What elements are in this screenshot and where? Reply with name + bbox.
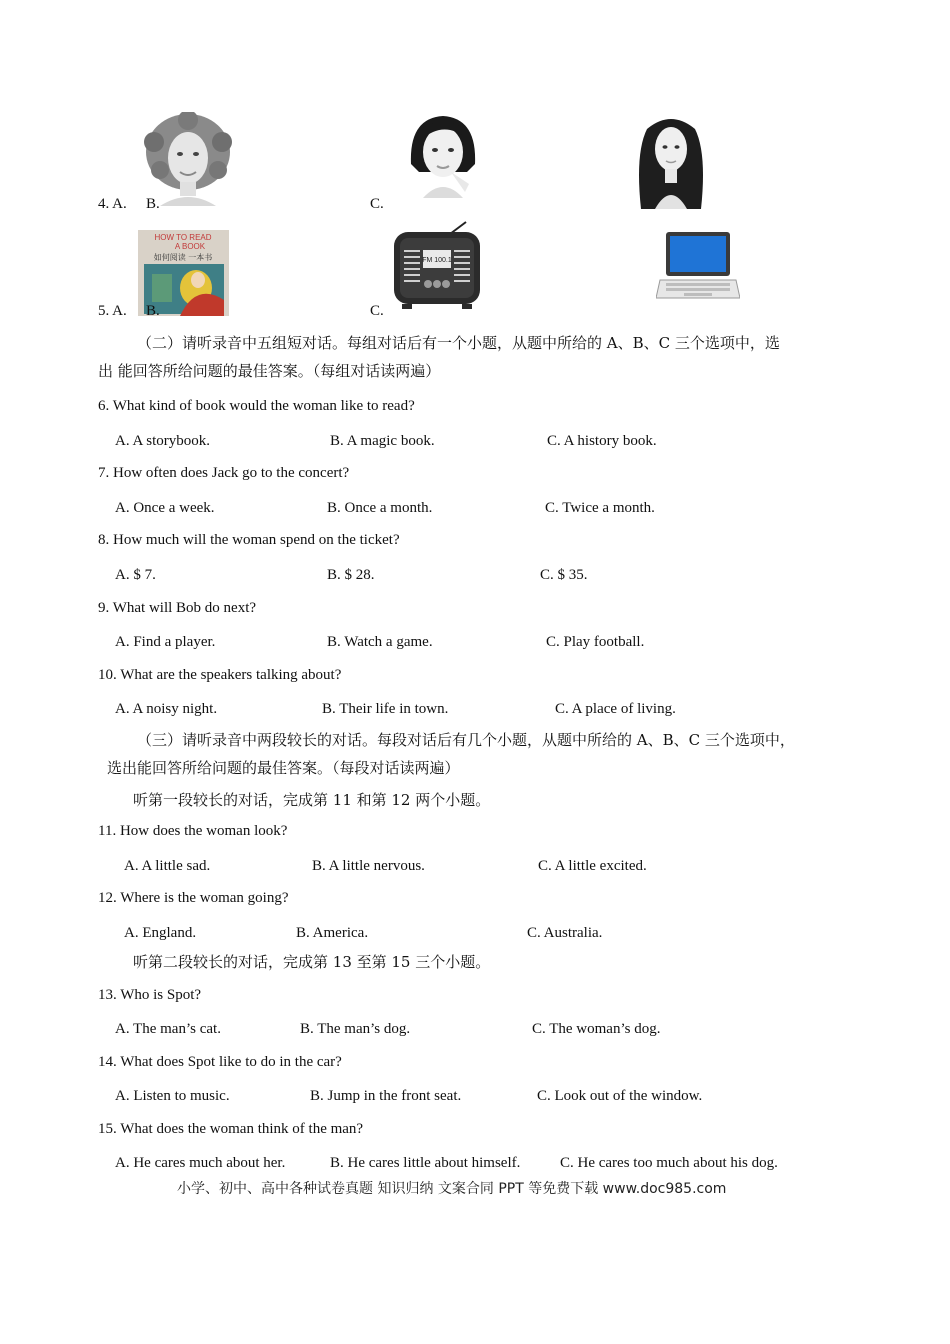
- question-9-option-b: B. Watch a game.: [327, 634, 433, 650]
- radio-display-text: FM 100.1: [422, 257, 452, 264]
- book-cover-title-line3: 如何阅读 一本书: [153, 253, 213, 262]
- dialogue-2-intro: 听第二段较长的对话，完成第 13 至第 15 三个小题。: [133, 953, 491, 971]
- question-7-option-b: B. Once a month.: [327, 500, 433, 516]
- question-9: 9. What will Bob do next?: [98, 600, 257, 616]
- laptop-image: [656, 230, 740, 302]
- question-14-option-c: C. Look out of the window.: [537, 1088, 703, 1104]
- question-6: 6. What kind of book would the woman like to read?: [98, 398, 415, 414]
- question-5-option-c: C.: [370, 303, 384, 319]
- question-8: 8. How much will the woman spend on the ticket?: [98, 532, 400, 548]
- question-4-label: 4. A.: [98, 196, 127, 212]
- section-2-instruction-line-1: （二）请听录音中五组短对话。每组对话后有一个小题，从题中所给的 A、B、C 三个选项中，选: [137, 334, 780, 352]
- question-15-option-b: B. He cares little about himself.: [330, 1155, 521, 1171]
- question-9-option-c: C. Play football.: [546, 634, 645, 650]
- section-3-instruction-line-1: （三）请听录音中两段较长的对话。每段对话后有几个小题，从题中所给的 A、B、C 三个选项中，: [137, 731, 795, 749]
- question-10-option-a: A. A noisy night.: [115, 701, 218, 717]
- question-12-option-b: B. America.: [296, 925, 369, 941]
- question-5-label: 5. A.: [98, 303, 127, 319]
- question-10-option-b: B. Their life in town.: [322, 701, 449, 717]
- section-2-instruction-line-2: 出 能回答所给问题的最佳答案。（每组对话读两遍）: [98, 362, 441, 380]
- question-8-option-c: C. $ 35.: [540, 567, 588, 583]
- book-cover-title-line2: A BOOK: [174, 242, 206, 251]
- question-6-option-b: B. A magic book.: [330, 433, 435, 449]
- question-11-option-a: A. A little sad.: [124, 858, 211, 874]
- question-15: 15. What does the woman think of the man?: [98, 1121, 364, 1137]
- question-7-option-a: A. Once a week.: [115, 500, 215, 516]
- question-12-option-c: C. Australia.: [527, 925, 603, 941]
- radio-image: [392, 220, 482, 309]
- question-13: 13. Who is Spot?: [98, 987, 202, 1003]
- question-14-option-a: A. Listen to music.: [115, 1088, 230, 1104]
- question-15-option-c: C. He cares too much about his dog.: [560, 1155, 778, 1171]
- question-8-option-b: B. $ 28.: [327, 567, 375, 583]
- question-4-option-b: B.: [146, 196, 160, 212]
- question-12-option-a: A. England.: [124, 925, 197, 941]
- question-6-option-a: A. A storybook.: [115, 433, 211, 449]
- question-8-option-a: A. $ 7.: [115, 567, 156, 583]
- question-13-option-b: B. The man’s dog.: [300, 1021, 411, 1037]
- question-11: 11. How does the woman look?: [98, 823, 288, 839]
- question-6-option-c: C. A history book.: [547, 433, 657, 449]
- question-11-option-b: B. A little nervous.: [312, 858, 425, 874]
- question-12: 12. Where is the woman going?: [98, 890, 289, 906]
- question-15-option-a: A. He cares much about her.: [115, 1155, 286, 1171]
- page-footer: 小学、初中、高中各种试卷真题 知识归纳 文案合同 PPT 等免费下载 www.doc985.com: [177, 1181, 727, 1197]
- short-hair-woman-image: [405, 114, 481, 198]
- dialogue-1-intro: 听第一段较长的对话，完成第 11 和第 12 两个小题。: [133, 791, 491, 809]
- question-13-option-c: C. The woman’s dog.: [532, 1021, 661, 1037]
- long-hair-woman-image: [633, 113, 709, 209]
- question-7-option-c: C. Twice a month.: [545, 500, 655, 516]
- question-14: 14. What does Spot like to do in the car?: [98, 1054, 342, 1070]
- question-11-option-c: C. A little excited.: [538, 858, 647, 874]
- question-5-option-b: B.: [146, 303, 160, 319]
- question-10: 10. What are the speakers talking about?: [98, 667, 342, 683]
- question-10-option-c: C. A place of living.: [555, 701, 676, 717]
- question-14-option-b: B. Jump in the front seat.: [310, 1088, 462, 1104]
- book-cover-title-line1: HOW TO READ: [154, 233, 212, 242]
- question-4-option-c: C.: [370, 196, 384, 212]
- question-9-option-a: A. Find a player.: [115, 634, 216, 650]
- question-7: 7. How often does Jack go to the concert?: [98, 465, 350, 481]
- section-3-instruction-line-2: 选出能回答所给问题的最佳答案。（每段对话读两遍）: [107, 759, 460, 777]
- curly-hair-woman-image: [140, 112, 236, 206]
- question-13-option-a: A. The man’s cat.: [115, 1021, 221, 1037]
